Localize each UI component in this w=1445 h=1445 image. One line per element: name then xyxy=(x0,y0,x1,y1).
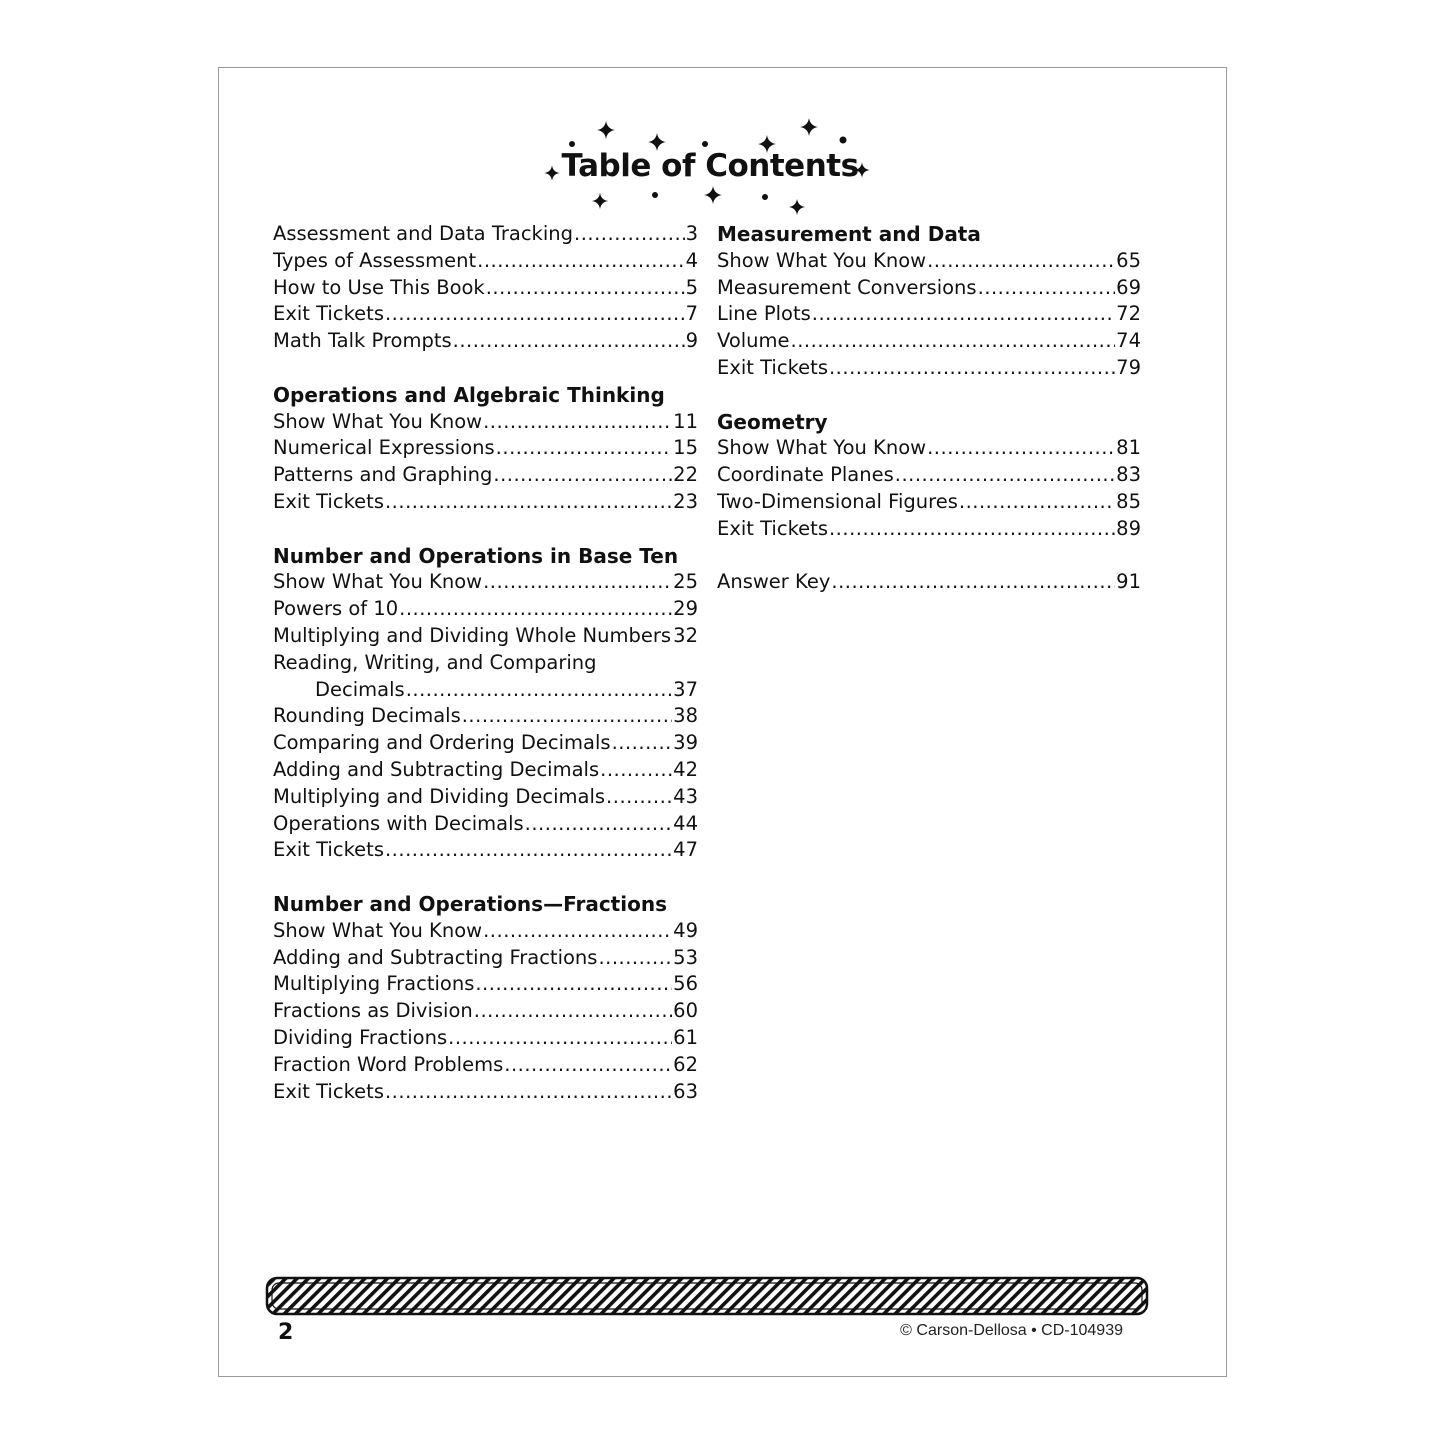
toc-entry xyxy=(717,248,1141,275)
toc-entry-page: 25 xyxy=(673,570,698,594)
toc-entry xyxy=(717,301,1141,328)
dot-leader xyxy=(791,328,1116,355)
toc-entry-page: 49 xyxy=(673,918,698,942)
toc-entry xyxy=(273,730,698,757)
toc-entry xyxy=(273,784,698,811)
toc-entry-page: 74 xyxy=(1116,329,1141,353)
dot-leader xyxy=(385,1079,672,1106)
dot-leader xyxy=(448,1025,672,1052)
toc-gap xyxy=(273,355,698,382)
toc-entry-label: Powers of 10 xyxy=(273,597,399,621)
toc-entry-page: 65 xyxy=(1116,248,1141,272)
toc-entry-label: Numerical Expressions xyxy=(273,436,495,460)
toc-entry-label: Show What You Know xyxy=(273,570,483,594)
toc-entry-page: 4 xyxy=(685,248,698,272)
toc-entry-label: Patterns and Graphing xyxy=(273,463,493,487)
dot-leader xyxy=(483,569,672,596)
toc-gap xyxy=(717,382,1141,409)
dot-leader xyxy=(959,489,1115,516)
toc-entry-page: 81 xyxy=(1116,436,1141,460)
toc-entry-page: 60 xyxy=(673,999,698,1023)
toc-entry xyxy=(273,489,698,516)
toc-entry xyxy=(273,275,698,302)
dot-leader xyxy=(385,301,685,328)
toc-entry-page: 38 xyxy=(673,704,698,728)
toc-entry xyxy=(273,328,698,355)
toc-entry-label: Decimals xyxy=(315,677,405,701)
page-title: Table of Contents xyxy=(561,148,859,184)
toc-entry-label: Exit Tickets xyxy=(273,1079,384,1103)
diagonal-stripe-bar xyxy=(264,1275,1150,1317)
dot-leader xyxy=(462,703,672,730)
dot-leader xyxy=(829,516,1115,543)
toc-entry xyxy=(717,275,1141,302)
dot-leader xyxy=(606,784,672,811)
dot-leader xyxy=(385,837,672,864)
toc-entry xyxy=(273,1079,698,1106)
toc-entry-label: Show What You Know xyxy=(717,436,927,460)
toc-entry-label: Measurement Conversions xyxy=(717,275,977,299)
toc-gap xyxy=(273,864,698,891)
toc-entry-page: 85 xyxy=(1116,489,1141,513)
toc-section-heading: Number and Operations—Fractions xyxy=(273,891,667,916)
toc-entry-label: Adding and Subtracting Fractions xyxy=(273,945,598,969)
dot-leader xyxy=(483,918,672,945)
toc-entry-page: 47 xyxy=(673,838,698,862)
toc-entry-page: 79 xyxy=(1116,355,1141,379)
dot-leader xyxy=(486,275,685,302)
toc-entry xyxy=(273,569,698,596)
toc-entry-page: 23 xyxy=(673,489,698,513)
toc-entry xyxy=(273,409,698,436)
toc-entry-label: Exit Tickets xyxy=(717,516,828,540)
toc-entry-label: How to Use This Book xyxy=(273,275,485,299)
toc-entry-page: 39 xyxy=(673,731,698,755)
toc-left-column xyxy=(273,221,698,1105)
dot-leader xyxy=(829,355,1115,382)
toc-entry-page: 72 xyxy=(1116,302,1141,326)
toc-entry-label: Multiplying and Dividing Decimals xyxy=(273,784,606,808)
sparkles-icon xyxy=(0,0,1445,230)
toc-entry-page: 43 xyxy=(673,784,698,808)
toc-entry xyxy=(273,971,698,998)
toc-entry-label: Answer Key xyxy=(717,570,831,594)
toc-entry-label: Exit Tickets xyxy=(273,838,384,862)
toc-entry xyxy=(273,221,698,248)
toc-entry-page: 32 xyxy=(673,623,698,647)
toc-gap xyxy=(273,516,698,543)
toc-entry xyxy=(273,623,698,650)
toc-entry-label: Exit Tickets xyxy=(717,355,828,379)
toc-entry xyxy=(273,462,698,489)
toc-entry-page: 15 xyxy=(673,436,698,460)
toc-entry xyxy=(273,677,698,704)
toc-entry-page: 56 xyxy=(673,972,698,996)
toc-entry-label: Show What You Know xyxy=(717,248,927,272)
toc-entry xyxy=(273,1052,698,1079)
dot-leader xyxy=(895,462,1115,489)
dot-leader xyxy=(483,409,672,436)
toc-right-column xyxy=(717,221,1141,596)
toc-entry-label: Two-Dimensional Figures xyxy=(717,489,958,513)
toc-entry xyxy=(273,757,698,784)
dot-leader xyxy=(525,811,673,838)
dot-leader xyxy=(812,301,1115,328)
toc-entry-label: Reading, Writing, and Comparing xyxy=(273,650,597,674)
dot-leader xyxy=(453,328,685,355)
toc-entry xyxy=(273,301,698,328)
dot-leader xyxy=(927,435,1115,462)
toc-entry xyxy=(273,248,698,275)
dot-leader xyxy=(475,971,672,998)
toc-entry-label: Line Plots xyxy=(717,302,811,326)
toc-entry-page: 69 xyxy=(1116,275,1141,299)
toc-entry-label: Assessment and Data Tracking xyxy=(273,222,573,245)
toc-entry xyxy=(273,596,698,623)
toc-gap xyxy=(717,543,1141,570)
toc-entry xyxy=(273,837,698,864)
dot-leader xyxy=(831,569,1115,596)
toc-entry xyxy=(273,945,698,972)
toc-entry xyxy=(273,1025,698,1052)
toc-entry-page: 44 xyxy=(673,811,698,835)
toc-entry xyxy=(717,328,1141,355)
toc-entry xyxy=(717,516,1141,543)
dot-leader xyxy=(477,248,684,275)
toc-entry-page: 53 xyxy=(673,945,698,969)
toc-entry-page: 63 xyxy=(673,1079,698,1103)
title-decoration xyxy=(0,0,1445,230)
toc-entry xyxy=(717,462,1141,489)
toc-entry-label: Fractions as Division xyxy=(273,999,473,1023)
toc-entry-page: 9 xyxy=(685,329,698,353)
dot-leader xyxy=(504,1052,672,1079)
toc-entry-label: Math Talk Prompts xyxy=(273,329,452,353)
toc-entry-page: 91 xyxy=(1116,570,1141,594)
toc-entry-page: 22 xyxy=(673,463,698,487)
page-number: 2 xyxy=(278,1320,294,1345)
toc-entry-page: 5 xyxy=(685,275,698,299)
toc-section-heading: Geometry xyxy=(717,409,828,434)
dot-leader xyxy=(496,435,673,462)
toc-entry xyxy=(273,918,698,945)
toc-entry-label: Coordinate Planes xyxy=(717,463,894,487)
toc-entry-page: 7 xyxy=(685,302,698,326)
toc-entry-page: 42 xyxy=(673,757,698,781)
toc-entry-page: 83 xyxy=(1116,463,1141,487)
dot-leader xyxy=(978,275,1116,302)
toc-entry xyxy=(273,435,698,462)
toc-entry xyxy=(273,998,698,1025)
toc-section-heading: Measurement and Data xyxy=(717,222,981,246)
dot-leader xyxy=(474,998,672,1025)
dot-leader xyxy=(574,221,685,248)
toc-entry-page: 29 xyxy=(673,597,698,621)
toc-entry-page: 37 xyxy=(673,677,698,701)
toc-entry-label: Comparing and Ordering Decimals xyxy=(273,731,611,755)
toc-entry-label: Dividing Fractions xyxy=(273,1025,448,1049)
toc-entry xyxy=(273,703,698,730)
dot-leader xyxy=(493,462,672,489)
toc-entry-label: Fraction Word Problems xyxy=(273,1052,504,1076)
copyright-notice: © Carson-Dellosa • CD-104939 xyxy=(900,1322,1123,1339)
dot-leader xyxy=(598,945,672,972)
dot-leader xyxy=(927,248,1115,275)
toc-entry-label: Show What You Know xyxy=(273,409,483,433)
toc-entry-label: Volume xyxy=(717,329,790,353)
toc-entry-label: Types of Assessment xyxy=(273,248,477,272)
toc-entry-label: Multiplying Fractions xyxy=(273,972,475,996)
dot-leader xyxy=(612,730,673,757)
toc-section-heading: Operations and Algebraic Thinking xyxy=(273,382,665,407)
dot-leader xyxy=(385,489,672,516)
toc-entry-page: 89 xyxy=(1116,516,1141,540)
toc-entry xyxy=(273,811,698,838)
toc-entry xyxy=(717,489,1141,516)
toc-entry-page: 62 xyxy=(673,1052,698,1076)
toc-entry-page: 61 xyxy=(673,1025,698,1049)
toc-entry-label: Rounding Decimals xyxy=(273,704,461,728)
toc-entry xyxy=(717,355,1141,382)
toc-entry-label: Operations with Decimals xyxy=(273,811,524,835)
toc-entry-label: Show What You Know xyxy=(273,918,483,942)
toc-entry-label: Multiplying and Dividing Whole Numbers xyxy=(273,623,672,647)
toc-entry-label: Exit Tickets xyxy=(273,302,384,326)
toc-entry-page: 11 xyxy=(673,409,698,433)
toc-entry-label: Adding and Subtracting Decimals xyxy=(273,757,600,781)
toc-entry-label: Exit Tickets xyxy=(273,489,384,513)
toc-entry-page: 3 xyxy=(685,222,698,245)
toc-entry xyxy=(717,435,1141,462)
dot-leader xyxy=(600,757,672,784)
dot-leader xyxy=(399,596,672,623)
toc-entry xyxy=(717,569,1141,596)
toc-section-heading: Number and Operations in Base Ten xyxy=(273,543,679,568)
dot-leader xyxy=(406,677,672,704)
